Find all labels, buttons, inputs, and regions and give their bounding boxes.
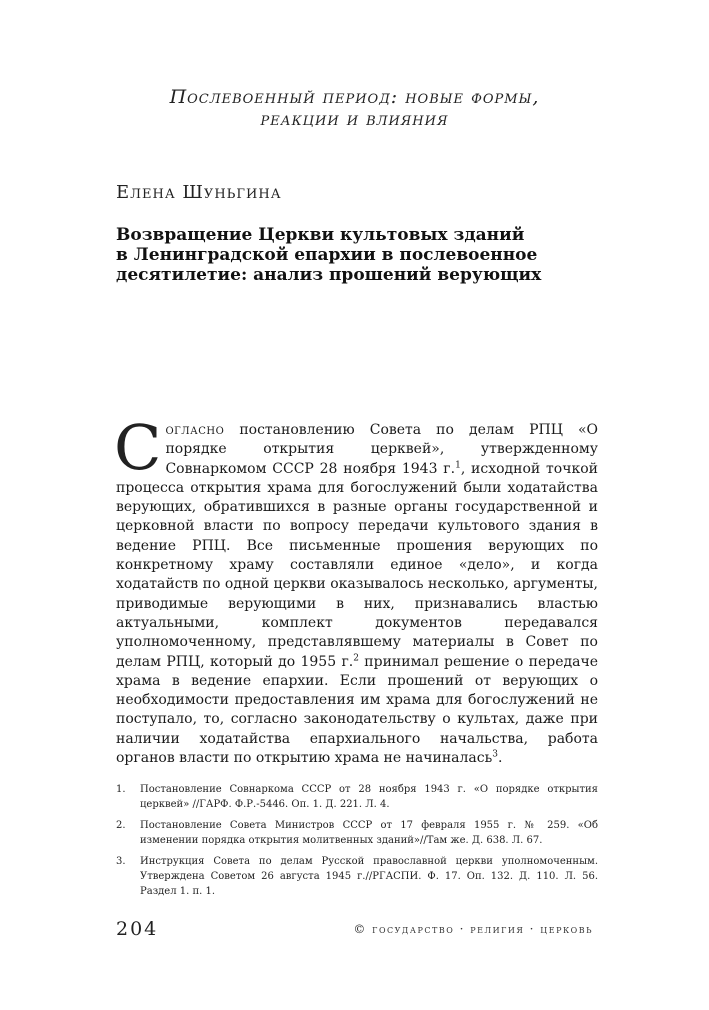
article-title-line-1: Возвращение Церкви культовых зданий [116, 225, 525, 245]
drop-cap: С [114, 411, 162, 484]
drop-cap-continuation: огласно [165, 422, 225, 438]
author-name: Елена Шуньгина [116, 182, 282, 203]
running-footer: © государство · религия · церковь [353, 922, 593, 936]
footnote-ref-1[interactable]: 1 [455, 459, 461, 470]
footnote-number: 2. [116, 820, 126, 831]
article-title-line-2: в Ленинградской епархии в послевоенное [116, 245, 538, 265]
article-title [116, 225, 606, 285]
body-paragraph [114, 411, 599, 768]
footnote-item [116, 782, 598, 812]
section-title-line-2: реакции и влияния [260, 108, 449, 130]
footnote-number: 3. [116, 856, 126, 867]
page-number: 204 [116, 918, 159, 940]
footnote-text: Инструкция Совета по делам Русской православной церкви уполномоченным. Утверждена Советом 26 августа 1945 г.//РГАСПИ. Ф. 17. Оп. 132. Д. 110. Л. 56. Раздел 1. п. 1. [140, 856, 598, 897]
footnote-number: 1. [116, 784, 126, 795]
body-text-part-1: постановлению Совета по делам РПЦ «О порядке открытия церквей», утвержденному Совнаркомом СССР 28 ноября 1943 г. [165, 422, 598, 477]
body-text-part-4: . [497, 750, 503, 767]
footnote-item [116, 818, 598, 848]
body-text-part-3: принимал решение о передаче храма в ведение епархии. Если прошений от верующих о необходимости предоставления им храма для богослужений не поступало, то, согласно законодательству о культах, даже при наличии ходатайства епархиального начальства, работа органов власти по открытию храма не начиналась [116, 653, 599, 767]
footnote-text: Постановление Совнаркома СССР от 28 ноября 1943 г. «О порядке открытия церквей» //ГАРФ. Ф.Р.-5446. Оп. 1. Д. 221. Л. 4. [140, 784, 598, 810]
article-title-line-3: десятилетие: анализ прошений верующих [116, 265, 542, 285]
footnote-text: Постановление Совета Министров СССР от 17 февраля 1955 г. № 259. «Об изменении порядка открытия молитвенных зданий»//Там же. Д. 638. Л. 67. [140, 820, 598, 846]
footnote-item [116, 854, 598, 899]
section-title-line-1: Послевоенный период: новые формы, [169, 86, 540, 108]
section-title [0, 86, 709, 130]
body-text-part-2: , исходной точкой процесса открытия храма для богослужений были ходатайства верующих, обратившихся в разные органы государственной и церковной власти по вопросу передачи культового здания в ведение РПЦ. Все письменные прошения верующих по конкретному храму составляли единое «дело», и когда ходатайств по одной церкви оказывалось несколько, аргументы, приводимые верующими в них, признавались властью актуальными, комплект документов передавался уполномоченному, представлявшему материалы в Совет по делам РПЦ, который до 1955 г. [116, 460, 598, 670]
footnote-ref-2[interactable]: 2 [353, 652, 359, 663]
footnote-ref-3[interactable]: 3 [492, 749, 498, 760]
footnotes [116, 782, 598, 905]
